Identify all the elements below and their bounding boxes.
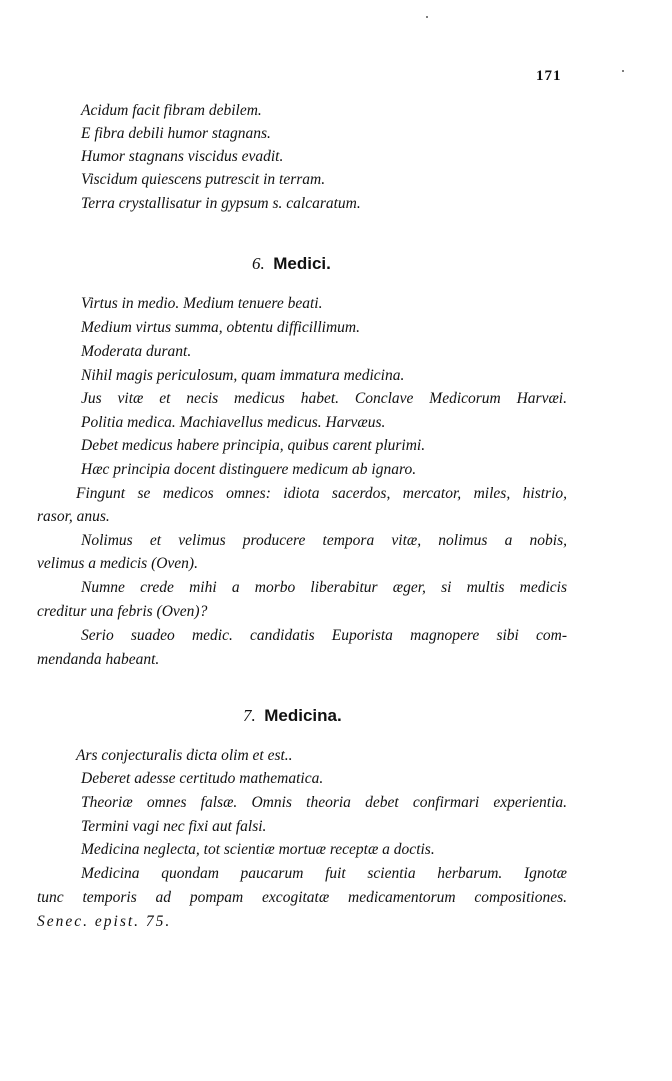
text-line: Numne crede mihi a morbo liberabitur æger, si multis medicis [81, 579, 567, 596]
text-line: Medicina neglecta, tot scientiæ mortuæ receptæ a doctis. [81, 841, 435, 858]
speck-mark [622, 70, 624, 72]
text-line: Acidum facit fibram debilem. [81, 102, 262, 119]
text-line: rasor, anus. [37, 508, 110, 525]
text-line: Senec. epist. 75. [37, 913, 172, 930]
text-line: Medium virtus summa, obtentu difficillimum. [81, 319, 360, 336]
text-line: Terra crystallisatur in gypsum s. calcaratum. [81, 195, 361, 212]
section-heading-medici [252, 253, 331, 275]
text-line: tunc temporis ad pompam excogitatæ medicamentorum compositiones. [37, 889, 567, 906]
text-line: Jus vitæ et necis medicus habet. Conclave Medicorum Harvæi. [81, 390, 567, 407]
text-line: velimus a medicis (Oven). [37, 555, 198, 572]
text-line: Fingunt se medicos omnes: idiota sacerdos, mercator, miles, histrio, [76, 485, 567, 502]
text-line: Termini vagi nec fixi aut falsi. [81, 818, 267, 835]
section-title: Medici. [273, 254, 331, 273]
text-line: mendanda habeant. [37, 651, 160, 668]
text-line: Theoriæ omnes falsæ. Omnis theoria debet confirmari experientia. [81, 794, 567, 811]
page-number: 171 [536, 68, 562, 84]
text-line: Viscidum quiescens putrescit in terram. [81, 171, 326, 188]
section-title: Medicina. [264, 706, 342, 725]
text-line: Medicina quondam paucarum fuit scientia herbarum. Ignotæ [81, 865, 567, 882]
text-line: creditur una febris (Oven)? [37, 603, 208, 620]
text-line: Deberet adesse certitudo mathematica. [81, 770, 324, 787]
section-number: 6. [252, 254, 265, 273]
text-line: Nihil magis periculosum, quam immatura medicina. [81, 367, 405, 384]
text-line: Nolimus et velimus producere tempora vitæ, nolimus a nobis, [81, 532, 567, 549]
section-heading-medicina [243, 705, 342, 727]
text-line: E fibra debili humor stagnans. [81, 125, 271, 142]
text-line: Ars conjecturalis dicta olim et est.. [76, 747, 293, 764]
text-line: Virtus in medio. Medium tenuere beati. [81, 295, 323, 312]
section-number: 7. [243, 706, 256, 725]
text-line: Debet medicus habere principia, quibus carent plurimi. [81, 437, 426, 454]
text-line: Serio suadeo medic. candidatis Euporista magnopere sibi com- [81, 627, 567, 644]
text-line: Hæc principia docent distinguere medicum ab ignaro. [81, 461, 417, 478]
text-line: Politia medica. Machiavellus medicus. Harvæus. [81, 414, 386, 431]
speck-mark [426, 16, 428, 18]
text-line: Humor stagnans viscidus evadit. [81, 148, 284, 165]
text-line: Moderata durant. [81, 343, 192, 360]
